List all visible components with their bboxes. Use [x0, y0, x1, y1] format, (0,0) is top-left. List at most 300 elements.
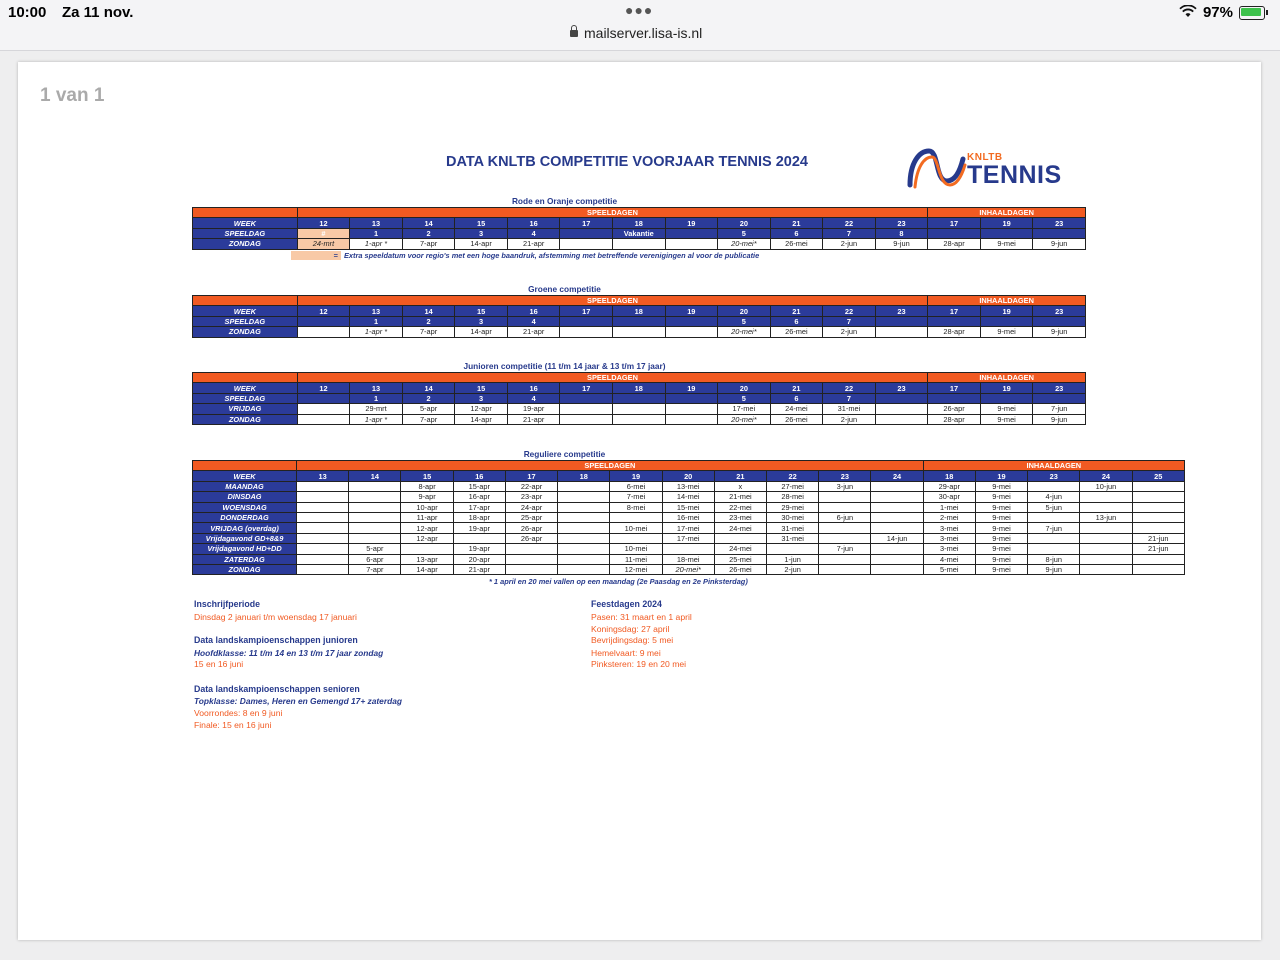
speeldag-number: 7 — [823, 316, 876, 326]
date-cell: 30-mei — [767, 512, 819, 522]
date-cell: 31-mei — [823, 404, 876, 414]
date-cell: 11-apr — [401, 512, 453, 522]
date-cell: 22-mei — [714, 502, 766, 512]
date-cell: 25-mei — [714, 554, 766, 564]
week-number: 20 — [718, 306, 771, 316]
week-number: 13 — [350, 306, 403, 316]
date-cell: 22-apr — [505, 481, 557, 491]
week-number: 18 — [612, 218, 665, 228]
speeldag-inhaal-cell — [980, 393, 1033, 403]
week-number: 23 — [875, 306, 928, 316]
inhaal-date-cell: 9-mei — [975, 544, 1027, 554]
feestdagen-heading: Feestdagen 2024 — [591, 599, 662, 609]
header-corner — [193, 296, 298, 306]
week-number: 17 — [560, 218, 613, 228]
date-cell: 1-jun — [767, 554, 819, 564]
date-cell: 19-apr — [453, 523, 505, 533]
date-cell — [558, 533, 610, 543]
url-text: mailserver.lisa-is.nl — [584, 25, 703, 41]
date-cell: 11-mei — [610, 554, 662, 564]
date-cell — [558, 492, 610, 502]
date-cell — [297, 481, 349, 491]
speeldag-number: 1 — [350, 393, 403, 403]
speeldag-inhaal-cell — [928, 228, 981, 238]
inhaal-week-number: 19 — [980, 306, 1033, 316]
address-bar[interactable] — [570, 25, 702, 41]
date-cell: 29-mei — [767, 502, 819, 512]
table-groene — [192, 295, 1086, 338]
date-cell: 31-mei — [767, 533, 819, 543]
speeldagen-header: SPEELDAGEN — [297, 461, 924, 471]
inhaal-date-cell — [1132, 523, 1184, 533]
inhaal-date-cell: 9-mei — [975, 564, 1027, 574]
speeldag-inhaal-cell — [1033, 316, 1086, 326]
date-cell — [401, 544, 453, 554]
date-cell — [297, 404, 350, 414]
day-label: DINSDAG — [193, 492, 297, 502]
date-cell — [819, 554, 871, 564]
week-number: 19 — [665, 383, 718, 393]
date-cell: 21-apr — [507, 327, 560, 337]
inhaal-date-cell — [1080, 544, 1132, 554]
lk-senioren-heading: Data landskampioenschappen senioren — [194, 684, 360, 694]
header-row — [193, 373, 1086, 383]
date-cell: 1-apr * — [350, 327, 403, 337]
date-cell — [349, 481, 401, 491]
day-label: ZONDAG — [193, 414, 298, 424]
speeldag-number — [612, 316, 665, 326]
inhaal-date-cell: 4-jun — [1028, 492, 1080, 502]
date-cell — [612, 414, 665, 424]
week-label: WEEK — [193, 471, 297, 481]
table-row — [193, 502, 1185, 512]
more-dots-icon[interactable]: ●●● — [625, 2, 654, 18]
inhaal-date-cell: 9-jun — [1033, 327, 1086, 337]
date-cell — [871, 512, 923, 522]
date-cell: 12-apr — [455, 404, 508, 414]
inhaal-date-cell: 21-jun — [1132, 533, 1184, 543]
speeldag-number: 2 — [402, 316, 455, 326]
week-number: 14 — [349, 471, 401, 481]
date-cell: 26-mei — [770, 327, 823, 337]
table-row — [193, 554, 1185, 564]
week-number: 15 — [401, 471, 453, 481]
week-number: 18 — [558, 471, 610, 481]
speeldag-number — [875, 316, 928, 326]
week-number: 13 — [297, 471, 349, 481]
table-row — [193, 327, 1086, 337]
section-title-rode-oranje: Rode en Oranje competitie — [511, 196, 618, 206]
week-number: 21 — [770, 306, 823, 316]
speeldag-number: 4 — [507, 393, 560, 403]
speeldag-number — [560, 316, 613, 326]
day-label: MAANDAG — [193, 481, 297, 491]
inhaal-date-cell — [1132, 481, 1184, 491]
week-number: 12 — [297, 218, 350, 228]
inhaal-date-cell: 30-apr — [923, 492, 975, 502]
inhaal-date-cell — [1028, 533, 1080, 543]
speeldag-inhaal-cell — [928, 316, 981, 326]
inhaal-date-cell: 9-mei — [975, 492, 1027, 502]
inhaal-date-cell: 8-jun — [1028, 554, 1080, 564]
inhaal-week-number: 25 — [1132, 471, 1184, 481]
week-number: 21 — [714, 471, 766, 481]
inschrijfperiode-heading: Inschrijfperiode — [194, 599, 260, 609]
table-row — [193, 404, 1086, 414]
knltb-logo — [905, 143, 1062, 193]
date-cell: x — [714, 481, 766, 491]
week-label: WEEK — [193, 306, 298, 316]
lk-senioren-class: Topklasse: Dames, Heren en Gemengd 17+ zaterdag — [194, 696, 402, 706]
inhaal-date-cell: 7-jun — [1028, 523, 1080, 533]
speeldag-number: 5 — [718, 393, 771, 403]
date-cell: 13-apr — [401, 554, 453, 564]
date-cell: 21-apr — [507, 239, 560, 249]
date-cell: 15-apr — [453, 481, 505, 491]
date-cell: 27-mei — [767, 481, 819, 491]
date-cell — [505, 554, 557, 564]
inhaal-date-cell — [1028, 481, 1080, 491]
week-number: 23 — [875, 218, 928, 228]
date-cell — [297, 327, 350, 337]
inhaal-date-cell: 29-apr — [923, 481, 975, 491]
speeldag-number: 1 — [350, 316, 403, 326]
inhaal-date-cell — [1080, 554, 1132, 564]
inhaal-date-cell: 13-jun — [1080, 512, 1132, 522]
week-number: 19 — [665, 218, 718, 228]
date-cell: 2-jun — [823, 327, 876, 337]
date-cell: 31-mei — [767, 523, 819, 533]
date-cell: 14-apr — [401, 564, 453, 574]
date-cell: 21-apr — [507, 414, 560, 424]
week-number: 20 — [718, 383, 771, 393]
battery-icon — [1239, 6, 1265, 20]
date-cell: 14-mei — [662, 492, 714, 502]
date-cell — [560, 239, 613, 249]
inhaaldagen-header: INHAALDAGEN — [928, 373, 1086, 383]
week-row — [193, 471, 1185, 481]
lk-junioren-date: 15 en 16 juni — [194, 659, 244, 669]
speeldag-row — [193, 316, 1086, 326]
date-cell — [297, 492, 349, 502]
date-cell: 6-apr — [349, 554, 401, 564]
date-cell: 17-mei — [662, 523, 714, 533]
week-number: 12 — [297, 383, 350, 393]
date-cell: 24-mei — [714, 523, 766, 533]
speeldag-number: 1 — [350, 228, 403, 238]
inschrijfperiode-text: Dinsdag 2 januari t/m woensdag 17 januari — [194, 612, 357, 622]
week-number: 22 — [823, 218, 876, 228]
date-cell: 10-mei — [610, 544, 662, 554]
date-cell: 6-jun — [819, 512, 871, 522]
table-row — [193, 512, 1185, 522]
date-cell: 9-jun — [875, 239, 928, 249]
week-number: 24 — [871, 471, 923, 481]
date-cell — [560, 404, 613, 414]
speeldag-number — [665, 393, 718, 403]
speeldag-inhaal-cell — [980, 316, 1033, 326]
date-cell — [612, 327, 665, 337]
date-cell — [297, 544, 349, 554]
speeldag-number: 6 — [770, 316, 823, 326]
speeldag-number: 5 — [718, 316, 771, 326]
document-title: DATA KNLTB COMPETITIE VOORJAAR TENNIS 2024 — [446, 154, 808, 170]
week-number: 22 — [823, 306, 876, 316]
date-cell: 12-apr — [401, 523, 453, 533]
speeldag-inhaal-cell — [1033, 393, 1086, 403]
header-corner — [193, 208, 298, 218]
week-number: 16 — [507, 383, 560, 393]
date-cell — [871, 523, 923, 533]
inhaal-date-cell: 5-jun — [1028, 502, 1080, 512]
date-cell: 28-mei — [767, 492, 819, 502]
week-label: WEEK — [193, 218, 298, 228]
day-label: VRIJDAG (overdag) — [193, 523, 297, 533]
date-cell — [819, 523, 871, 533]
date-cell: 2-jun — [767, 564, 819, 574]
week-number: 12 — [297, 306, 350, 316]
speeldag-number — [612, 393, 665, 403]
date-cell: 1-apr * — [350, 239, 403, 249]
inhaal-week-number: 19 — [980, 383, 1033, 393]
date-cell — [560, 414, 613, 424]
inhaal-date-cell: 26-apr — [928, 404, 981, 414]
speeldag-number: 4 — [507, 228, 560, 238]
lk-junioren-class: Hoofdklasse: 11 t/m 14 en 13 t/m 17 jaar zondag — [194, 648, 384, 658]
inhaal-date-cell: 9-jun — [1033, 239, 1086, 249]
day-label: ZONDAG — [193, 564, 297, 574]
date-cell: 29-mrt — [350, 404, 403, 414]
speeldagen-header: SPEELDAGEN — [297, 208, 928, 218]
table-row — [193, 481, 1185, 491]
date-cell: 3-jun — [819, 481, 871, 491]
date-cell: 7-apr — [349, 564, 401, 574]
feestdag-item: Pasen: 31 maart en 1 april — [591, 612, 692, 622]
day-label: ZONDAG — [193, 327, 298, 337]
section-title-reguliere: Reguliere competitie — [523, 449, 606, 459]
week-number: 17 — [560, 306, 613, 316]
date-cell: 14-jun — [871, 533, 923, 543]
date-cell — [875, 327, 928, 337]
speeldagen-header: SPEELDAGEN — [297, 296, 928, 306]
date-cell: 2-jun — [823, 414, 876, 424]
date-cell — [612, 404, 665, 414]
inhaal-date-cell: 5-mei — [923, 564, 975, 574]
week-number: 23 — [875, 383, 928, 393]
week-number: 19 — [665, 306, 718, 316]
date-cell: 19-apr — [507, 404, 560, 414]
feestdag-item: Pinksteren: 19 en 20 mei — [591, 659, 687, 669]
date-cell — [714, 533, 766, 543]
speeldag-number — [665, 228, 718, 238]
date-cell — [665, 239, 718, 249]
inhaal-week-number: 17 — [928, 383, 981, 393]
inhaal-date-cell — [1080, 564, 1132, 574]
battery-percent: 97% — [1202, 4, 1233, 21]
week-number: 19 — [610, 471, 662, 481]
date-cell: 23-apr — [505, 492, 557, 502]
week-number: 14 — [402, 218, 455, 228]
date-cell — [505, 544, 557, 554]
date-cell: 7-apr — [402, 414, 455, 424]
battery-cap-icon — [1266, 10, 1268, 15]
week-number: 16 — [507, 306, 560, 316]
date-cell — [871, 544, 923, 554]
date-cell: 17-mei — [718, 404, 771, 414]
lk-senioren-finale: Finale: 15 en 16 juni — [194, 720, 272, 730]
page-counter: 1 van 1 — [40, 85, 105, 106]
inhaal-date-cell: 9-mei — [975, 523, 1027, 533]
inhaal-week-number: 17 — [928, 306, 981, 316]
week-row — [193, 306, 1086, 316]
date-cell — [610, 533, 662, 543]
date-cell: 9-apr — [401, 492, 453, 502]
status-bar — [0, 0, 1280, 51]
inhaal-date-cell — [1132, 502, 1184, 512]
week-number: 14 — [402, 306, 455, 316]
date-cell: 14-apr — [455, 327, 508, 337]
date-cell: 19-apr — [453, 544, 505, 554]
date-cell — [871, 564, 923, 574]
inhaal-week-number: 23 — [1033, 306, 1086, 316]
inhaaldagen-header: INHAALDAGEN — [928, 208, 1086, 218]
inhaal-date-cell: 3-mei — [923, 544, 975, 554]
date-cell — [558, 544, 610, 554]
footnote: * 1 april en 20 mei vallen op een maandag (2e Paasdag en 2e Pinksterdag) — [489, 577, 748, 586]
week-number: 23 — [819, 471, 871, 481]
speeldag-number: 2 — [402, 393, 455, 403]
speeldag-label: SPEELDAG — [193, 393, 298, 403]
date-cell — [558, 481, 610, 491]
inhaal-week-number: 23 — [1033, 218, 1086, 228]
date-cell — [558, 564, 610, 574]
knltb-swoosh-icon — [905, 143, 967, 193]
inhaal-date-cell — [1132, 492, 1184, 502]
date-cell — [819, 502, 871, 512]
inhaal-date-cell: 3-mei — [923, 523, 975, 533]
table-row — [193, 564, 1185, 574]
inhaaldagen-header: INHAALDAGEN — [928, 296, 1086, 306]
inhaal-date-cell: 9-mei — [980, 414, 1033, 424]
week-number: 14 — [402, 383, 455, 393]
inhaal-week-number: 19 — [975, 471, 1027, 481]
speeldag-number — [665, 316, 718, 326]
inhaal-date-cell: 28-apr — [928, 327, 981, 337]
week-row — [193, 218, 1086, 228]
inhaal-date-cell — [1132, 564, 1184, 574]
date-cell — [560, 327, 613, 337]
date-cell — [297, 502, 349, 512]
date-cell: 18-mei — [662, 554, 714, 564]
inhaal-date-cell — [1080, 523, 1132, 533]
week-number: 13 — [350, 383, 403, 393]
date-cell — [819, 564, 871, 574]
day-label: ZONDAG — [193, 239, 298, 249]
feestdag-item: Koningsdag: 27 april — [591, 624, 670, 634]
date-cell: 8-apr — [401, 481, 453, 491]
date-cell — [349, 492, 401, 502]
table-row — [193, 414, 1086, 424]
inhaal-date-cell: 9-mei — [980, 327, 1033, 337]
legend-text: Extra speeldatum voor regio's met een hoge baandruk, afstemming met betreffende verenigingen al voor de publicatie — [344, 251, 760, 260]
header-corner — [193, 461, 297, 471]
date-cell — [665, 414, 718, 424]
table-row — [193, 533, 1185, 543]
date-cell — [819, 533, 871, 543]
date-cell: 24-apr — [505, 502, 557, 512]
section-title-groene: Groene competitie — [528, 284, 601, 294]
date-cell: 13-mei — [662, 481, 714, 491]
date-cell — [453, 533, 505, 543]
date-cell — [558, 523, 610, 533]
table-junioren — [192, 372, 1086, 425]
inhaal-date-cell: 9-jun — [1033, 414, 1086, 424]
week-label: WEEK — [193, 383, 298, 393]
date-cell: 17-mei — [662, 533, 714, 543]
week-number: 15 — [455, 306, 508, 316]
header-row — [193, 296, 1086, 306]
date-cell: 20-mei* — [718, 414, 771, 424]
week-number: 17 — [505, 471, 557, 481]
table-row — [193, 544, 1185, 554]
date-cell: 26-apr — [505, 533, 557, 543]
speeldag-number — [875, 393, 928, 403]
speeldag-inhaal-cell — [928, 393, 981, 403]
date-cell: 23-mei — [714, 512, 766, 522]
date-cell — [349, 512, 401, 522]
week-number: 18 — [612, 306, 665, 316]
speeldag-inhaal-cell — [980, 228, 1033, 238]
table-reguliere — [192, 460, 1185, 575]
day-label: WOENSDAG — [193, 502, 297, 512]
speeldag-number: 5 — [718, 228, 771, 238]
date-cell: 17-apr — [453, 502, 505, 512]
week-number: 17 — [560, 383, 613, 393]
inhaal-week-number: 18 — [923, 471, 975, 481]
inhaal-date-cell: 9-mei — [975, 554, 1027, 564]
date-cell — [558, 554, 610, 564]
date-cell — [871, 502, 923, 512]
speeldag-number: 7 — [823, 228, 876, 238]
inhaal-date-cell: 9-jun — [1028, 564, 1080, 574]
table-row — [193, 492, 1185, 502]
inhaal-date-cell: 21-jun — [1132, 544, 1184, 554]
date-cell: 14-apr — [455, 414, 508, 424]
inhaal-date-cell — [1132, 512, 1184, 522]
date-cell: 26-mei — [714, 564, 766, 574]
date-cell: 26-mei — [770, 239, 823, 249]
date-cell — [297, 554, 349, 564]
date-cell: 18-apr — [453, 512, 505, 522]
table-rode-oranje — [192, 207, 1086, 250]
date-cell: 25-apr — [505, 512, 557, 522]
week-number: 22 — [823, 383, 876, 393]
wifi-icon — [1179, 5, 1197, 21]
speeldag-number: 3 — [455, 228, 508, 238]
inhaal-date-cell: 28-apr — [928, 239, 981, 249]
date-cell: 10-mei — [610, 523, 662, 533]
date-cell — [767, 544, 819, 554]
table-row — [193, 239, 1086, 249]
section-title-junioren: Junioren competitie (11 t/m 14 jaar & 13 t/m 17 jaar) — [463, 361, 666, 371]
date-cell: 15-mei — [662, 502, 714, 512]
date-cell — [349, 502, 401, 512]
date-cell: 14-apr — [455, 239, 508, 249]
inhaal-date-cell: 9-mei — [975, 502, 1027, 512]
speeldag-number — [560, 228, 613, 238]
lk-senioren-voorrondes: Voorrondes: 8 en 9 juni — [194, 708, 283, 718]
status-right — [1179, 4, 1268, 21]
